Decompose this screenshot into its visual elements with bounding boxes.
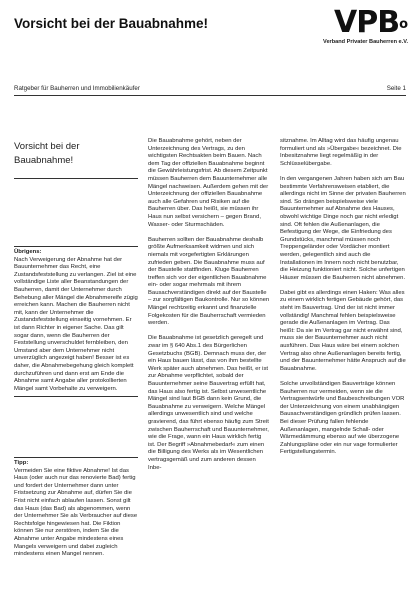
column-right xyxy=(280,138,406,465)
uebrigens-label: Übrigens: xyxy=(14,249,42,255)
logo-tagline: Verband Privater Bauherren e.V. xyxy=(323,39,408,45)
paragraph: Die Bauabnahme gehört, neben der Unterzeichnung des Vertrags, zu den wichtigsten Rechtsakten beim Bauen. Nach dem Tag der offiziellen Bauabnahme beginnt die Gewährleistungsfrist. Ab diesem Zeitpunkt müssen Bauherren dem Bauunternehmer alle Mängel nachweisen. Außerdem gehen mit der Unterzeichnung der offiziellen Bauabnahme auch alle Gefahren und Risiken auf die Bauherren über. Das heißt, sie müssen ihr Haus nun selbst versichern – gegen Brand, Wasser- oder Sturmschäden. xyxy=(148,138,269,228)
article-title-line1: Vorsicht bei der xyxy=(14,141,80,152)
paragraph: Solche unvollständigen Bauverträge können Bauherren nur vermeiden, wenn sie die Vertragsentwürfe und Baubeschreibungen VOR der Unterzeichnung von einem unabhängigen Bausachverständigen gründlich prüfen lassen. Bei dieser Prüfung fallen fehlende Außenanlagen, mangelnde Schall- oder Wärmedämmung ebenso auf wie überzogene Zahlungspläne oder ein nur vage formulierter Fertigstellungstermin. xyxy=(280,381,405,456)
paragraph: Die Bauabnahme ist gesetzlich geregelt und zwar im § 640 Abs.1 des Bürgerlichen Gesetzbuchs (BGB). Demnach muss der, der ein Haus bauen lässt, das von ihm bestellte Werk später auch abnehmen. Das heißt, er ist zur Abnahme verpflichtet, sobald der Bauunternehmer seine Bauvertrag erfüllt hat, das Haus also fertig ist. Selbst unwesentliche Mängel sind laut BGB dann kein Grund, die Bauabnahme zu verweigern. Welche Mängel allerdings unwesentlich sind und welche gravierend, das führt ebenso häufig zum Streit zwischen Bauherrschaft und Bauunternehmer, wie die Frage, wann ein Haus wirklich fertig ist. Der Begriff »Abnahmebedarf« zum einen die Billigung des Werks als im Wesentlichen vertragsgemäß und zum anderen dessen Inbe- xyxy=(148,335,269,471)
article-title xyxy=(14,140,138,179)
vpb-logo xyxy=(296,5,408,45)
paragraph: Bauherren sollten der Bauabnahme deshalb größte Aufmerksamkeit widmen und sich niemals mit vorgefertigten Erklärungen zufrieden geben. Die Bauabnahme muss auf der Baustelle stattfinden. Kluge Bauherren treffen sich vor der eigentlichen Bauabnahme ein- oder sogar mehrmals mit ihrem Bausachverständigen direkt auf der Baustelle – zur sorgfältigen Baukontrolle. Nur so können Mängel rechtzeitig erkannt und finanzielle Folgekosten für die Bauherrschaft vermieden werden. xyxy=(148,236,270,327)
article-title-line2: Bauabnahme! xyxy=(14,155,74,166)
paragraph: sitznahme. Im Alltag wird das häufig ungenau formuliert und als »Übergabe« bezeichnet. Die Inbesitznahme liegt regelmäßig in der Schlüsselübergabe. xyxy=(280,138,402,167)
uebrigens-text: Nach Verweigerung der Abnahme hat der Bauunternehmer das Recht, eine Zustandsfeststellung zu verlangen. Ziel ist eine vollständige Liste aller Beanstandungen der Bauherren, damit der Unternehmer durch Behebung aller Mängel die Abnahmereife zügig erreichen kann. Machen die Bauherren nicht mit, kann der Unternehmer die Zustandsfeststellung einseitig vornehmen. Er ist dann Richter in eigener Sache. Das gilt sogar dann, wenn die Bauherren der Feststellung unverschuldet fernbleiben, den Umstand aber dem Unternehmer nicht unverzüglich angezeigt haben! Besser ist es daher, die Abnahmebegehung gleich komplett durchzuführen und dann erst am Ende die Abnahme samt Angabe aller protokollierten Mängel samt Vorbehalte zu verweigern. xyxy=(14,256,138,392)
logo-wordmark: VPB$^o$ xyxy=(333,5,408,40)
tipp-text: Vermeiden Sie eine fiktive Abnahme! Ist das Haus (oder auch nur das renovierte Bad) fertig und fordert der Unternehmer dann unter Fristsetzung zur Abnahme auf, dürfen Sie die Frist nicht einfach ablaufen lassen. Sonst gilt das Haus (das Bad) als abgenommen, wenn der Unternehmer Sie als Verbraucher auf diese Rechtsfolge hingewiesen hat. Die Fiktion können Sie nur zerstören, indem Sie die Abnahme unter Angabe mindestens eines Mangels verweigern und dabei zugleich mindestens einen Mangel nennen. xyxy=(14,467,138,558)
page-number: Seite 1 xyxy=(386,85,406,92)
column-middle xyxy=(148,138,270,480)
paragraph: Dabei gibt es allerdings einen Haken: Was alles zu einem wirklich fertigen Gebäude gehört, das steht im Bauvertrag. Und der ist nicht immer vollständig! Manchmal fehlen beispielsweise gerade die Außenanlagen im Vertrag. Das heißt: Da sie im Vertrag gar nicht erwähnt sind, muss sie der Bauunternehmer auch nicht ausführen. Das Haus wäre bei einem solchen Vertrag also ohne Außenanlagen bereits fertig, und der Bauunternehmer hätte Anspruch auf die Bauabnahme. xyxy=(280,289,406,372)
page-headline: Vorsicht bei der Bauabnahme! xyxy=(14,16,209,31)
tipp-box xyxy=(14,457,138,559)
paragraph: In den vergangenen Jahren haben sich am Bau bestimmte Verfahrensweisen etabliert, die allerdings nicht im Sinne der privaten Bauherren sind. So drängen beispielsweise viele Bauunternehmer auf Abnahme des Hauses, obwohl wichtige Dinge noch gar nicht erledigt sind. Oft fehlen die Außenanlagen, die Befestigung der Wege, die Einfriedung des Grundstücks, manchmal müssen noch Treppengeländer oder Vordächer montiert werden, gelegentlich sind auch die Installationen im Innern noch nicht benutzbar, die Heizung funktioniert nicht. Solche unfertigen Häuser müssen die Bauherren nicht abnehmen. xyxy=(280,175,406,281)
subheader-title: Ratgeber für Bauherren und Immobilienkäufer xyxy=(14,85,140,92)
tipp-label: Tipp: xyxy=(14,460,29,466)
uebrigens-box xyxy=(14,246,138,397)
subheader-rule xyxy=(14,82,406,96)
